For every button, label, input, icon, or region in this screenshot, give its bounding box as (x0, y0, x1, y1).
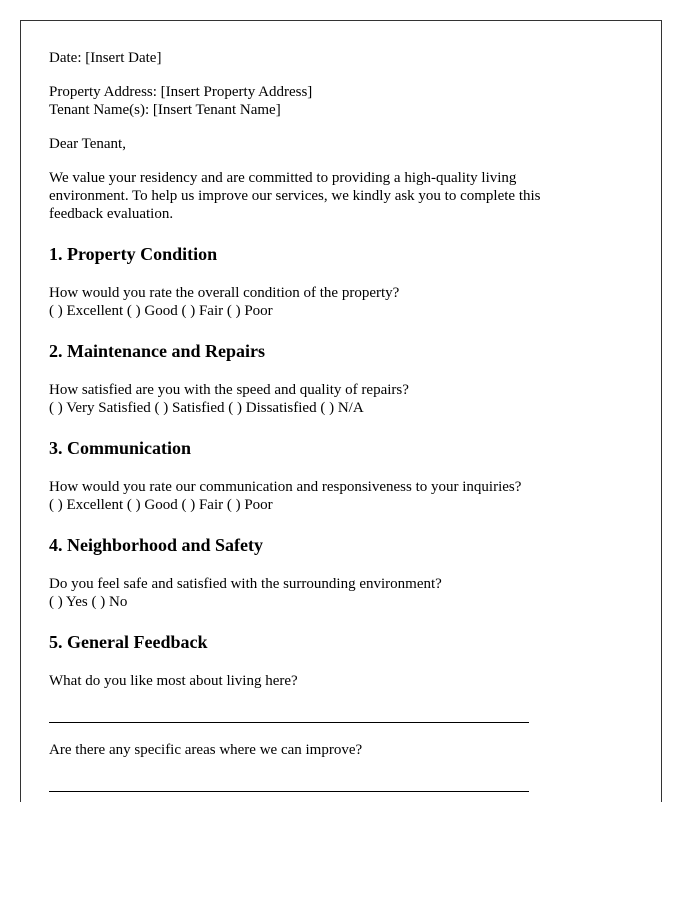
property-address: Property Address: [Insert Property Address] (49, 84, 313, 100)
intro-paragraph: We value your residency and are committed to providing a high-quality living environment. To help us improve our services, we kindly ask you to complete this feedback evaluation. (49, 170, 541, 222)
question-text: How would you rate the overall condition of the property? (49, 285, 400, 301)
feedback-form-document (20, 20, 662, 802)
section-2-heading: 2. Maintenance and Repairs (49, 341, 265, 361)
general-question-1: What do you like most about living here? (49, 673, 298, 689)
answer-options[interactable]: ( ) Very Satisfied ( ) Satisfied ( ) Dissatisfied ( ) N/A (49, 400, 364, 416)
section-1-question (49, 284, 661, 320)
greeting: Dear Tenant, (49, 136, 126, 152)
section-5-heading: 5. General Feedback (49, 632, 208, 652)
answer-options[interactable]: ( ) Excellent ( ) Good ( ) Fair ( ) Poor (49, 303, 273, 319)
recipient-info (49, 83, 661, 119)
general-question-2: Are there any specific areas where we can improve? (49, 742, 363, 758)
date-field: Date: [Insert Date] (49, 50, 162, 66)
question-text: How would you rate our communication and responsiveness to your inquiries? (49, 479, 522, 495)
section-4-question (49, 575, 661, 611)
section-3-question (49, 478, 661, 514)
question-text: Do you feel safe and satisfied with the surrounding environment? (49, 576, 442, 592)
question-text: How satisfied are you with the speed and quality of repairs? (49, 382, 409, 398)
answer-line-1[interactable] (49, 706, 529, 723)
tenant-names: Tenant Name(s): [Insert Tenant Name] (49, 102, 281, 118)
answer-line-2[interactable] (49, 775, 529, 792)
answer-options[interactable]: ( ) Yes ( ) No (49, 594, 128, 610)
section-3-heading: 3. Communication (49, 438, 192, 458)
section-1-heading: 1. Property Condition (49, 244, 218, 264)
section-4-heading: 4. Neighborhood and Safety (49, 535, 264, 555)
answer-options[interactable]: ( ) Excellent ( ) Good ( ) Fair ( ) Poor (49, 497, 273, 513)
section-2-question (49, 381, 661, 417)
